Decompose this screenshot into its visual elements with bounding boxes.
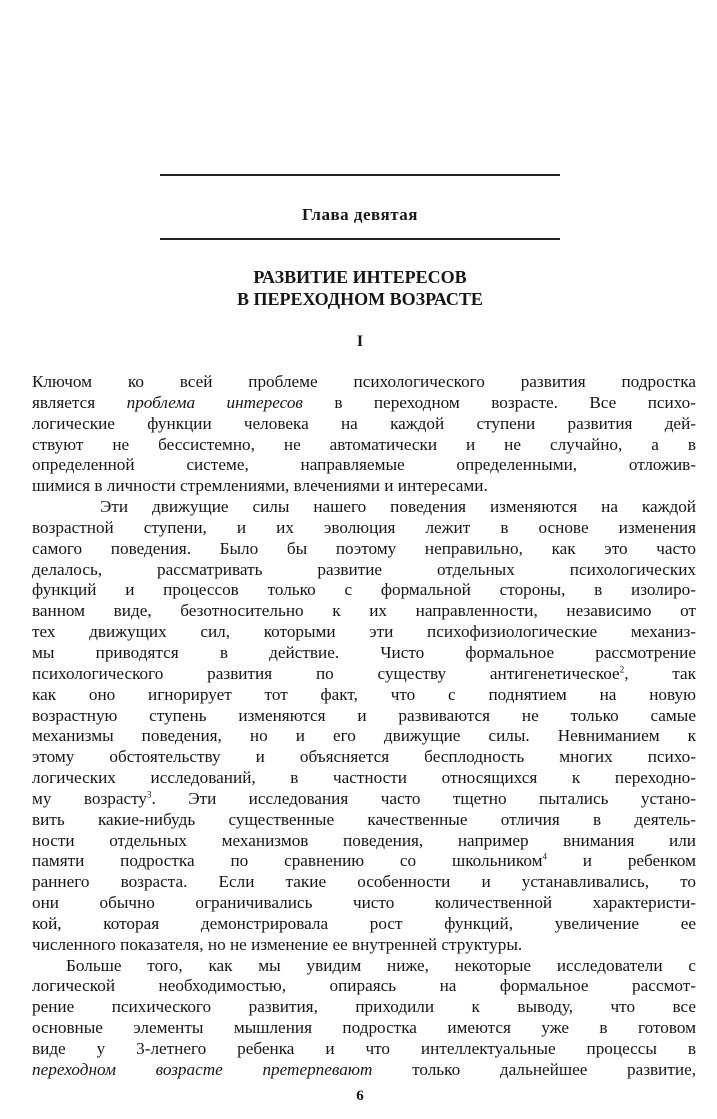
text-line — [32, 1060, 696, 1081]
text-line: ванном виде, безотносительно к их направленности, независимо от — [32, 601, 696, 621]
text-fragment: является — [32, 392, 127, 412]
paragraph-2 — [32, 497, 696, 956]
text-line: ности отдельных механизмов поведения, например внимания или — [32, 830, 696, 850]
text-line: вить какие-нибудь существенные качественные отличия в деятель- — [32, 809, 696, 829]
section-number: I — [356, 333, 364, 350]
text-fragment: му возрасту — [32, 788, 147, 808]
text-line: численного показателя, но не изменение ее внутренней структуры. — [32, 934, 523, 954]
text-line: Больше того, как мы увидим ниже, некоторые исследователи с — [66, 955, 696, 975]
chapter-title-line-1: РАЗВИТИЕ ИНТЕРЕСОВ — [253, 267, 467, 287]
text-line: тех движущих сил, которыми эти психофизиологические механиз- — [32, 622, 696, 642]
text-line: рение психического развития, приходили к выводу, что все — [32, 997, 696, 1017]
emphasis-text: переходном возрасте претерпевают — [32, 1059, 373, 1079]
text-line: возрастную ступень изменяются и развиваются не только самые — [32, 705, 696, 725]
text-line: определенной системе, направляемые определенными, отложив- — [32, 455, 696, 475]
text-line: виде у 3-летнего ребенка и что интеллектуальные процессы в — [32, 1039, 696, 1058]
emphasis-text: проблема интересов — [126, 392, 303, 412]
text-line: как оно игнорирует тот факт, что с поднятием на новую — [32, 684, 696, 704]
text-fragment: только дальнейшее развитие, — [372, 1059, 696, 1079]
bottom-rule — [160, 238, 560, 240]
text-line: возрастной ступени, и их эволюция лежит в основе изменения — [32, 517, 696, 537]
chapter-heading: Глава девятая — [302, 205, 418, 224]
text-line: основные элементы мышления подростка имеются уже в готовом — [32, 1018, 696, 1038]
text-line: шимися в личности стремлениями, влечениями и интересами. — [32, 476, 488, 496]
text-line — [32, 851, 696, 872]
footnote-ref: 3 — [147, 789, 152, 800]
text-line — [32, 393, 696, 414]
text-line: делалось, рассматривать развитие отдельных психологических — [32, 559, 696, 579]
text-line: мы приводятся в действие. Чисто формальное рассмотрение — [32, 642, 696, 662]
text-fragment: . Эти исследования часто тщетно пытались устано- — [151, 788, 696, 808]
text-line: самого поведения. Было бы поэтому неправильно, как это часто — [32, 538, 696, 558]
text-line: кой, которая демонстрировала рост функций, увеличение ее — [32, 913, 696, 933]
text-line: логических исследований, в частности относящихся к переходно- — [32, 768, 696, 788]
footnote-ref: 4 — [542, 851, 547, 862]
text-line: Ключом ко всей проблеме психологического развития подростка — [32, 372, 696, 391]
page-number: 6 — [356, 1088, 364, 1104]
paragraph-3 — [32, 956, 696, 1081]
text-fragment: и ребенком — [546, 851, 697, 871]
top-rule — [160, 174, 560, 176]
text-line — [32, 664, 696, 685]
text-line: функций и процессов только с формальной стороны, в изолиро- — [32, 580, 696, 600]
paragraph-1 — [32, 372, 696, 497]
text-fragment: памяти подростка по сравнению со школьником — [32, 851, 543, 871]
body-text — [32, 372, 696, 1081]
text-fragment: , так — [624, 663, 697, 683]
text-line: механизмы поведения, но и его движущие силы. Невниманием к — [32, 726, 696, 746]
text-line: этому обстоятельству и объясняется бесплодность многих психо- — [32, 747, 696, 767]
chapter-title-line-2: В ПЕРЕХОДНОМ ВОЗРАСТЕ — [237, 289, 483, 309]
text-line: они обычно ограничивались чисто количественной характеристи- — [32, 893, 696, 913]
text-line: Эти движущие силы нашего поведения изменяются на каждой — [100, 497, 696, 517]
text-line: логические функции человека на каждой ступени развития дей- — [32, 413, 696, 433]
text-line: логической необходимостью, опираясь на формальное рассмот- — [32, 976, 696, 996]
chapter-title — [100, 266, 620, 310]
text-line: раннего возраста. Если такие особенности и устанавливались, то — [32, 872, 696, 892]
footnote-ref: 2 — [619, 664, 625, 675]
text-line — [32, 789, 696, 810]
text-line: ствуют не бессистемно, не автоматически и не случайно, а в — [32, 434, 696, 454]
text-fragment: в переходном возрасте. Все психо- — [302, 392, 696, 412]
text-fragment: психологического развития по существу антигенетическое — [32, 663, 620, 683]
